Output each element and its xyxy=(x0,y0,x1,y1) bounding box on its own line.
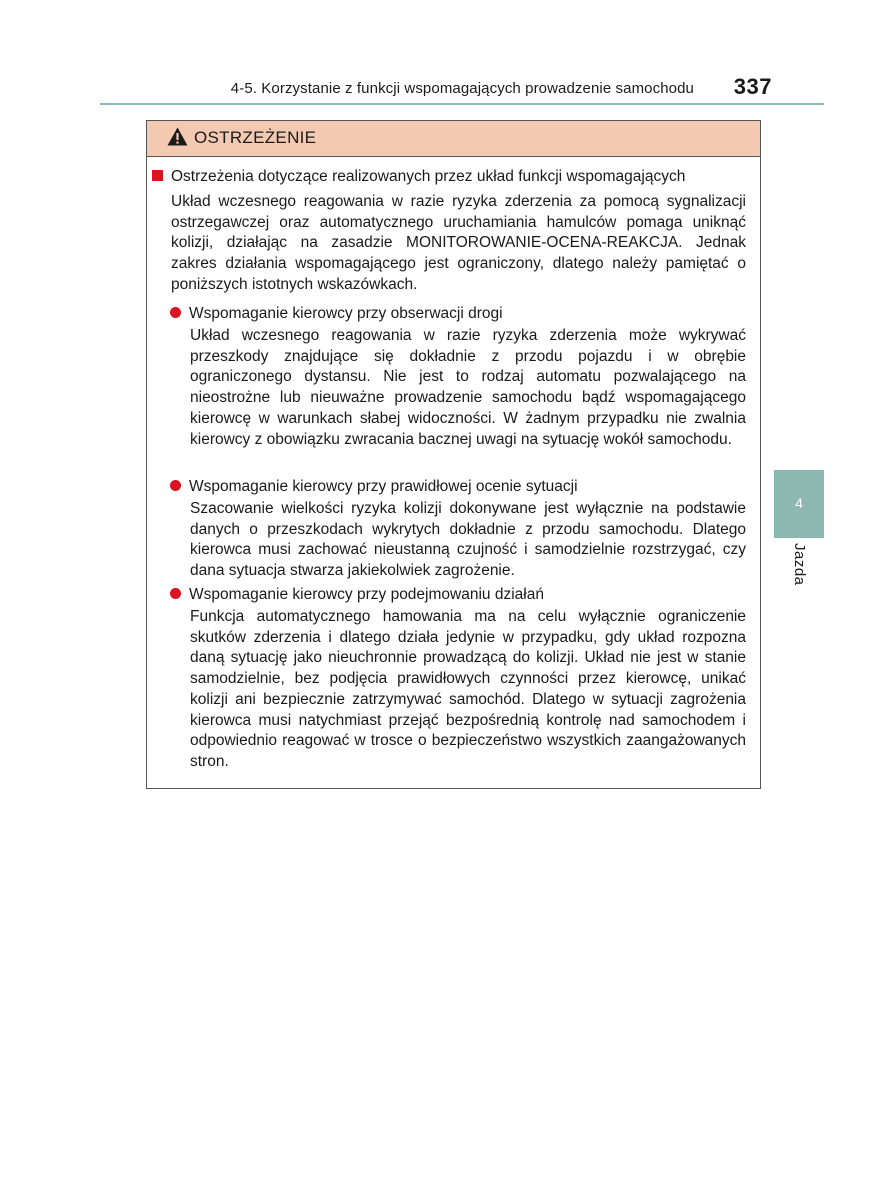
chapter-tab xyxy=(774,470,824,538)
round-bullet-icon xyxy=(170,588,181,599)
page-header xyxy=(100,72,824,104)
section-heading xyxy=(152,168,685,186)
bullet-title-text: Wspomaganie kierowcy przy prawidłowej ocenie sytuacji xyxy=(189,478,578,495)
header-divider xyxy=(100,103,824,105)
bullet-title xyxy=(170,478,578,496)
chapter-tab-label: Jazda xyxy=(791,543,808,586)
chapter-title: 4-5. Korzystanie z funkcji wspomagających prowadzenie samochodu xyxy=(230,80,694,97)
bullet-title xyxy=(170,305,503,323)
bullet-title-text: Wspomaganie kierowcy przy obserwacji drogi xyxy=(189,305,503,322)
round-bullet-icon xyxy=(170,307,181,318)
bullet-text: Funkcja automatycznego hamowania ma na celu wyłącznie ograniczenie skutków zderzenia i dlatego działa jedynie w przypadku, gdy układ rozpozna daną sytuację jako nieuchronnie prowadzącą do kolizji. Układ nie jest w stanie samodzielnie, bez podjęcia prawidłowych czynności przez kierowcę, unikać kolizji ani bezpiecznie zatrzymywać samochód. Dlatego w sytuacji zagrożenia kierowca musi natychmiast przejąć bezpośrednią kontrolę nad samochodem i odpowiednio reagować w trosce o bezpieczeństwo wszystkich zaangażowanych stron. xyxy=(190,608,746,770)
square-bullet-icon xyxy=(152,170,163,181)
bullet-text: Układ wczesnego reagowania w razie ryzyka zderzenia może wykrywać przeszkody znajdujące się dokładnie z przodu pojazdu i w obrębie ograniczonego dystansu. Nie jest to rodzaj automatu pozwalającego na nieostrożne lub nieuważne prowadzenie samochodu bądź wspomagającego kierowcę w warunkach słabej widoczności. W żadnym przypadku nie zwalnia kierowcy z obowiązku zwracania bacznej uwagi na sytuację wokół samochodu. xyxy=(190,327,746,448)
round-bullet-icon xyxy=(170,480,181,491)
bullet-text: Szacowanie wielkości ryzyka kolizji dokonywane jest wyłącznie na podstawie danych o przeszkodach wykrytych dokładnie z przodu samochodu. Dlatego kierowca musi zachować nieustanną czujność i samodzielnie rozstrzygać, czy dana sytuacja stwarza jakiekolwiek zagrożenie. xyxy=(190,500,746,580)
warning-title: OSTRZEŻENIE xyxy=(194,128,317,147)
bullet-title-text: Wspomaganie kierowcy przy podejmowaniu działań xyxy=(189,586,544,603)
intro-paragraph: Układ wczesnego reagowania w razie ryzyka zderzenia za pomocą sygnalizacji ostrzegawczej oraz automatycznego uruchamiania hamulców pomaga uniknąć kolizji, działając na zasadzie MONITOROWANIE-OCENA-REAKCJA. Jednak zakres działania wspomagającego jest ograniczony, dlatego należy pamiętać o poniższych istotnych wskazówkach. xyxy=(171,193,746,293)
page-number: 337 xyxy=(733,74,772,99)
bullet-title xyxy=(170,586,544,604)
warning-triangle-icon xyxy=(167,127,188,146)
warning-header xyxy=(147,121,760,157)
chapter-tab-number: 4 xyxy=(795,495,803,511)
section-heading-text: Ostrzeżenia dotyczące realizowanych przez układ funkcji wspomagających xyxy=(171,168,686,185)
